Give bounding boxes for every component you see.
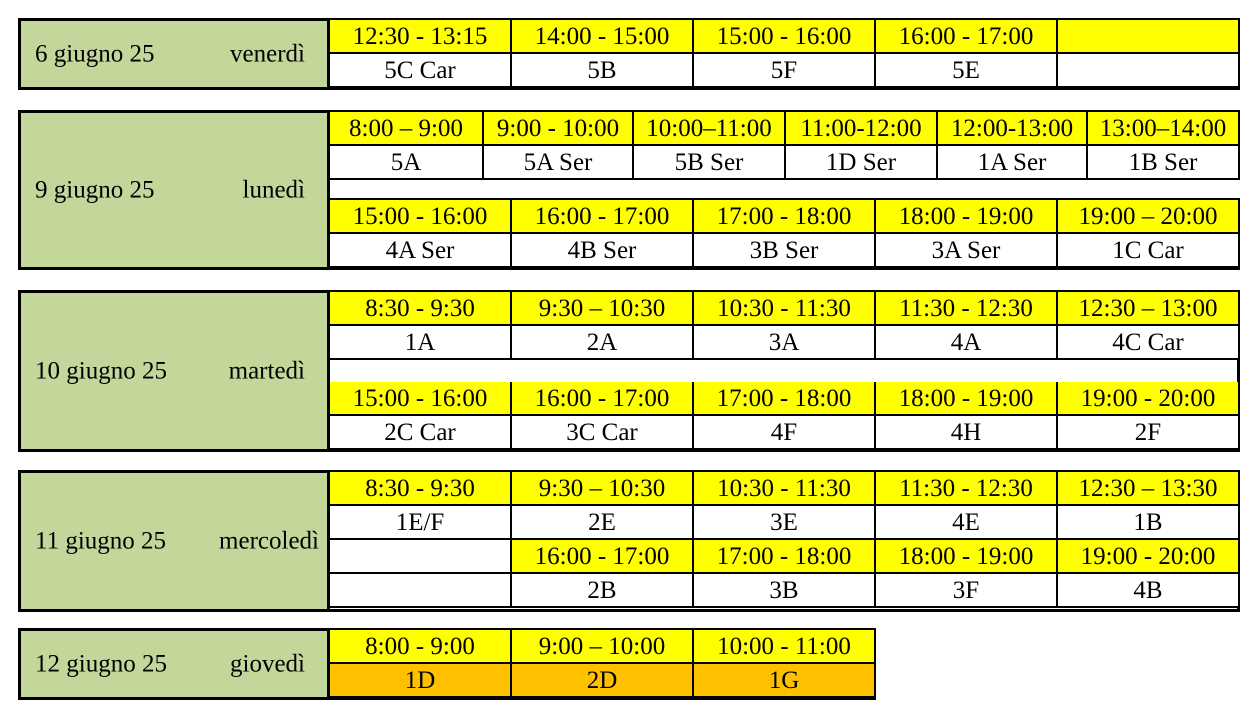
class-slot: 1A — [330, 326, 512, 360]
day-label-cell — [18, 290, 330, 452]
time-slot: 12:30 – 13:30 — [1058, 472, 1240, 506]
time-slot: 11:30 - 12:30 — [876, 292, 1058, 326]
class-slot: 4B — [1058, 574, 1240, 608]
class-slot: 3E — [694, 506, 876, 540]
class-slot: 1E/F — [330, 506, 512, 540]
time-slot: 8:30 - 9:30 — [330, 292, 512, 326]
class-slot: 4C Car — [1058, 326, 1240, 360]
class-slot: 5F — [694, 54, 876, 88]
time-slot: 18:00 - 19:00 — [876, 540, 1058, 574]
class-slot: 3B Ser — [694, 234, 876, 268]
class-slot: 5B — [512, 54, 694, 88]
time-slot: 10:00 - 11:00 — [694, 630, 876, 664]
class-slot: 3F — [876, 574, 1058, 608]
time-slot: 15:00 - 16:00 — [330, 382, 512, 416]
time-slot: 16:00 - 17:00 — [512, 540, 694, 574]
time-slot: 10:00–11:00 — [634, 112, 786, 146]
time-slot — [330, 540, 512, 574]
class-slot: 1D Ser — [786, 146, 938, 180]
time-slot: 11:00-12:00 — [786, 112, 938, 146]
class-slot: 1C Car — [1058, 234, 1240, 268]
class-slot: 2B — [512, 574, 694, 608]
time-slot — [1058, 20, 1240, 54]
class-slot: 4B Ser — [512, 234, 694, 268]
day-label-cell — [18, 628, 330, 700]
time-slot: 18:00 - 19:00 — [876, 200, 1058, 234]
weekday-label: giovedì — [230, 650, 305, 678]
time-slot: 9:00 – 10:00 — [512, 630, 694, 664]
day-label-cell — [18, 18, 330, 90]
class-slot: 5A Ser — [484, 146, 634, 180]
class-slot: 2E — [512, 506, 694, 540]
time-slot: 9:30 – 10:30 — [512, 472, 694, 506]
class-slot: 1B Ser — [1088, 146, 1240, 180]
class-slot: 2A — [512, 326, 694, 360]
class-slot: 4A — [876, 326, 1058, 360]
class-slot: 4A Ser — [330, 234, 512, 268]
time-slot: 12:30 - 13:15 — [330, 20, 512, 54]
day-label-cell — [18, 110, 330, 270]
weekday-label: lunedì — [242, 176, 305, 204]
time-slot: 10:30 - 11:30 — [694, 292, 876, 326]
time-slot: 15:00 - 16:00 — [330, 200, 512, 234]
time-slot: 17:00 - 18:00 — [694, 200, 876, 234]
time-slot: 16:00 - 17:00 — [876, 20, 1058, 54]
class-slot: 1G — [694, 664, 876, 698]
time-slot: 19:00 - 20:00 — [1058, 382, 1240, 416]
date-label: 10 giugno 25 — [35, 357, 167, 385]
class-slot: 5B Ser — [634, 146, 786, 180]
time-slot: 11:30 - 12:30 — [876, 472, 1058, 506]
class-slot: 3B — [694, 574, 876, 608]
class-slot: 1A Ser — [938, 146, 1088, 180]
date-label: 9 giugno 25 — [35, 176, 155, 204]
class-slot: 3A — [694, 326, 876, 360]
class-slot — [330, 574, 512, 608]
class-slot: 4F — [694, 416, 876, 450]
class-slot: 1D — [330, 664, 512, 698]
time-slot: 17:00 - 18:00 — [694, 540, 876, 574]
time-slot: 12:00-13:00 — [938, 112, 1088, 146]
class-slot: 5A — [330, 146, 484, 180]
class-slot: 5E — [876, 54, 1058, 88]
time-slot: 8:30 - 9:30 — [330, 472, 512, 506]
weekday-label: venerdì — [230, 40, 305, 68]
class-slot: 4H — [876, 416, 1058, 450]
day-label-cell — [18, 470, 330, 612]
class-slot: 2D — [512, 664, 694, 698]
class-slot: 4E — [876, 506, 1058, 540]
time-slot: 9:00 - 10:00 — [484, 112, 634, 146]
time-slot: 10:30 - 11:30 — [694, 472, 876, 506]
date-label: 11 giugno 25 — [35, 527, 167, 555]
weekday-label: mercoledì — [219, 527, 319, 555]
class-slot: 3C Car — [512, 416, 694, 450]
time-slot: 8:00 - 9:00 — [330, 630, 512, 664]
time-slot: 13:00–14:00 — [1088, 112, 1240, 146]
time-slot: 8:00 – 9:00 — [330, 112, 484, 146]
weekday-label: martedì — [228, 357, 305, 385]
class-slot: 5C Car — [330, 54, 512, 88]
class-slot: 3A Ser — [876, 234, 1058, 268]
time-slot: 17:00 - 18:00 — [694, 382, 876, 416]
date-label: 12 giugno 25 — [35, 650, 167, 678]
time-slot: 16:00 - 17:00 — [512, 382, 694, 416]
time-slot: 14:00 - 15:00 — [512, 20, 694, 54]
time-slot: 18:00 - 19:00 — [876, 382, 1058, 416]
class-slot — [1058, 54, 1240, 88]
class-slot: 2F — [1058, 416, 1240, 450]
time-slot: 19:00 - 20:00 — [1058, 540, 1240, 574]
spacer-row — [330, 180, 1240, 200]
time-slot: 16:00 - 17:00 — [512, 200, 694, 234]
date-label: 6 giugno 25 — [35, 40, 155, 68]
class-slot: 2C Car — [330, 416, 512, 450]
time-slot: 9:30 – 10:30 — [512, 292, 694, 326]
time-slot: 15:00 - 16:00 — [694, 20, 876, 54]
time-slot: 12:30 – 13:00 — [1058, 292, 1240, 326]
time-slot: 19:00 – 20:00 — [1058, 200, 1240, 234]
class-slot: 1B — [1058, 506, 1240, 540]
